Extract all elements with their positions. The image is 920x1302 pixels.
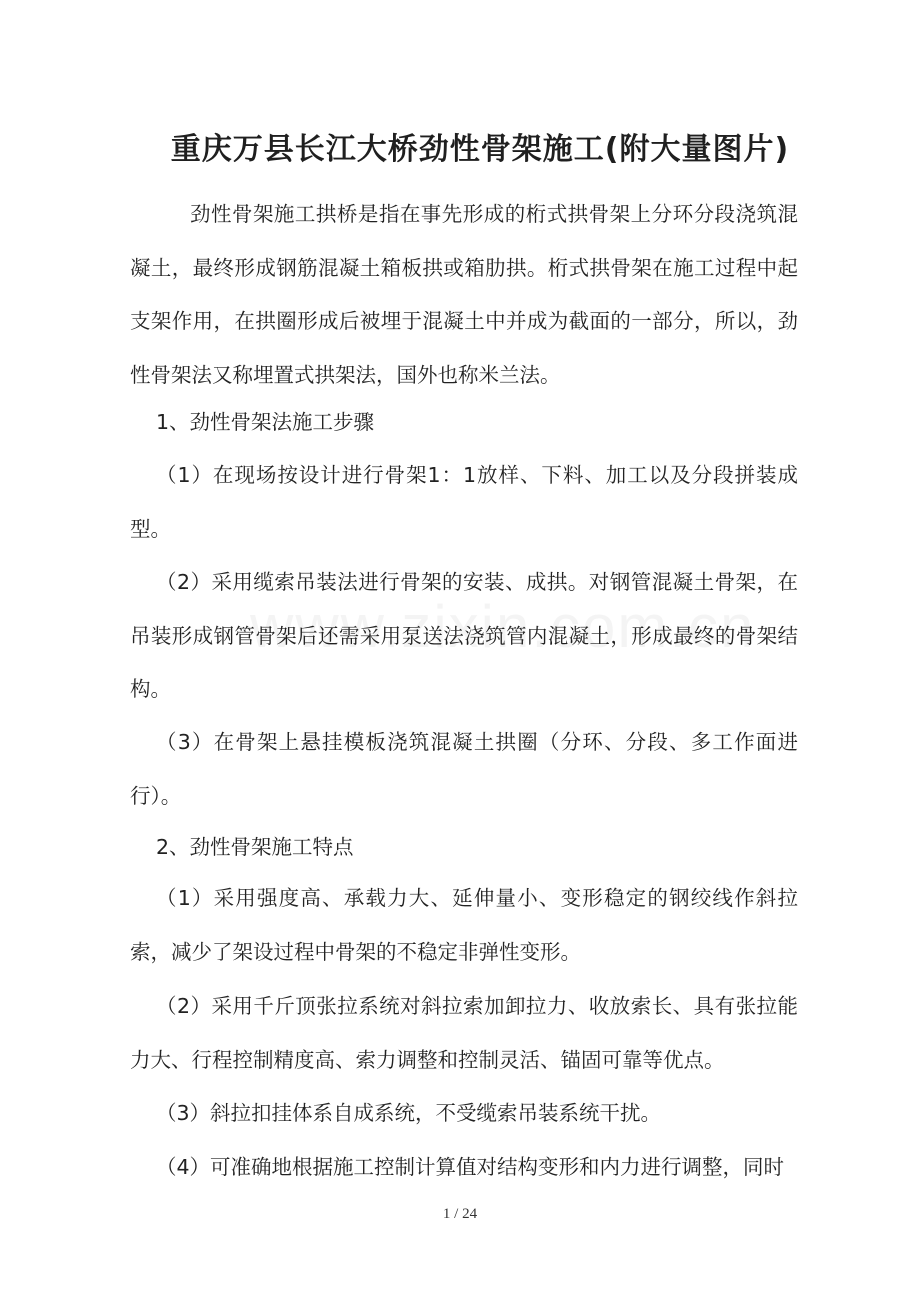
section-heading-1: 1、劲性骨架法施工步骤: [156, 410, 375, 434]
intro-paragraph: 劲性骨架施工拱桥是指在事先形成的桁式拱骨架上分环分段浇筑混凝土，最终形成钢筋混凝土箱板拱或箱肋拱。桁式拱骨架在施工过程中起支架作用，在拱圈形成后被埋于混凝土中并成为截面的一部分，所以，劲性骨架法又称埋置式拱架法，国外也称米兰法。: [130, 202, 798, 387]
section2-item-2: （2）采用千斤顶张拉系统对斜拉索加卸拉力、收放索长、具有张拉能力大、行程控制精度高、索力调整和控制灵活、锚固可靠等优点。: [130, 994, 798, 1072]
page-number: 1 / 24: [442, 1206, 478, 1222]
section2-item-3: （3）斜拉扣挂体系自成系统，不受缆索吊装系统干扰。: [156, 1101, 662, 1125]
section1-item-3: （3）在骨架上悬挂模板浇筑混凝土拱圈（分环、分段、多工作面进行）。: [130, 730, 798, 808]
section-heading-2: 2、劲性骨架施工特点: [156, 835, 354, 859]
section1-item-1: （1）在现场按设计进行骨架1：1放样、下料、加工以及分段拼装成型。: [130, 463, 798, 541]
section2-item-4: （4）可准确地根据施工控制计算值对结构变形和内力进行调整，同时: [156, 1155, 785, 1179]
document-title: 重庆万县长江大桥劲性骨架施工(附大量图片): [170, 132, 790, 167]
section1-item-2: （2）采用缆索吊装法进行骨架的安装、成拱。对钢管混凝土骨架，在吊装形成钢管骨架后还需采用泵送法浇筑管内混凝土，形成最终的骨架结构。: [130, 570, 798, 701]
section2-item-1: （1）采用强度高、承载力大、延伸量小、变形稳定的钢绞线作斜拉索，减少了架设过程中骨架的不稳定非弹性变形。: [130, 886, 798, 964]
